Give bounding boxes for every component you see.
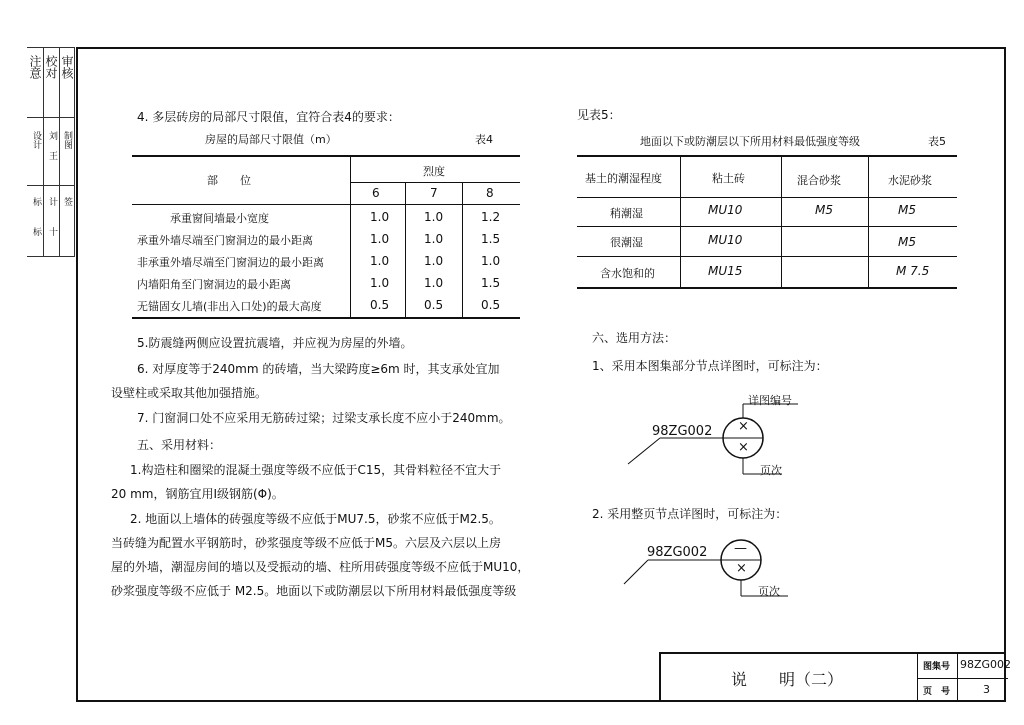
see-table-5: 见表5：	[577, 108, 621, 122]
material-2-line-4: 砂浆强度等级不应低于 M2.5。地面以下或防潮层以下所用材料最低强度等级	[111, 584, 517, 598]
title-block-title: 说 明（二）	[731, 670, 844, 689]
item-4: 4. 多层砖房的局部尺寸限值，宜符合表4的要求：	[137, 110, 400, 124]
table5-row-3-c2: MU15	[708, 264, 743, 278]
material-1-line-2: 20 mm，钢筋宜用Ⅰ级钢筋(Φ)。	[111, 487, 284, 501]
table4-row-4-v6: 1.0	[370, 276, 390, 290]
page-no-label: 页 号	[923, 687, 951, 697]
strip-cell-3: 审核	[60, 55, 74, 79]
dash-mark-2: —	[734, 541, 747, 556]
table4-row-4-v8: 1.5	[481, 276, 501, 290]
table5-header-2: 粘土砖	[712, 172, 745, 185]
table5-row-1-c3: M5	[815, 203, 833, 217]
table4-label: 表4	[475, 133, 493, 146]
table4-row-3-v8: 1.0	[481, 254, 501, 268]
material-2-line-1: 2. 地面以上墙体的砖强度等级不应低于MU7.5，砂浆不应低于M2.5。	[130, 512, 501, 526]
strip-cell-10: 计	[47, 197, 57, 206]
table5-row-1-c1: 稍潮湿	[610, 207, 643, 220]
cross-mark-1a: ×	[738, 419, 749, 434]
table4-row-1-v6: 1.0	[370, 210, 390, 224]
table4-row-3-part: 非承重外墙尽端至门窗洞边的最小距离	[137, 256, 324, 269]
table4-row-5-part: 无锚固女儿墙(非出入口处)的最大高度	[137, 300, 322, 313]
table4-row-2-v6: 1.0	[370, 232, 390, 246]
table5-header-3: 混合砂浆	[797, 174, 841, 187]
material-2-line-3: 屋的外墙，潮湿房间的墙以及受振动的墙、柱所用砖强度等级不应低于MU10，	[111, 560, 530, 574]
table4-row-2-part: 承重外墙尽端至门窗洞边的最小距离	[137, 234, 313, 247]
table4-row-5-v7: 0.5	[424, 298, 444, 312]
table4-row-1-v7: 1.0	[424, 210, 444, 224]
table4-row-3-v6: 1.0	[370, 254, 390, 268]
page-no-value: 3	[983, 683, 990, 696]
material-2-line-2: 当砖缝为配置水平钢筋时，砂浆强度等级不应低于M5。六层及六层以上房	[111, 536, 501, 550]
detail-number-label-1: 详图编号	[748, 394, 792, 407]
table5-row-2-c1: 很潮湿	[610, 236, 643, 249]
table4-intensity-8: 8	[486, 186, 494, 200]
title-block	[659, 652, 1012, 702]
table5-row-1-c4: M5	[898, 203, 916, 217]
atlas-code-2: 98ZG002	[647, 545, 708, 560]
atlas-code-1: 98ZG002	[652, 424, 713, 439]
table5-row-3-c4: M 7.5	[896, 264, 930, 278]
strip-cell-12: 签	[62, 197, 72, 206]
table4-intensity-6: 6	[372, 186, 380, 200]
table4-intensity-7: 7	[430, 186, 438, 200]
strip-cell-1: 注意	[28, 55, 42, 79]
table5-row-3-c1: 含水饱和的	[600, 267, 655, 280]
item-6-line-1: 6. 对厚度等于240mm 的砖墙，当大梁跨度≥6m 时，其支承处宜加	[137, 362, 500, 376]
table5-title: 地面以下或防潮层以下所用材料最低强度等级	[640, 135, 860, 148]
table4-row-2-v7: 1.0	[424, 232, 444, 246]
item-6-line-2: 设壁柱或采取其他加强措施。	[111, 386, 268, 400]
strip-cell-7: 制图	[62, 131, 72, 149]
approval-strip	[27, 47, 75, 257]
table4-row-5-v6: 0.5	[370, 298, 390, 312]
table5-header-4: 水泥砂浆	[888, 174, 932, 187]
table5-header-1: 基土的潮湿程度	[585, 172, 662, 185]
atlas-no-label: 图集号	[923, 662, 951, 672]
strip-cell-2: 校对	[44, 55, 58, 79]
page-label-1: 页次	[760, 464, 782, 477]
item-7: 7. 门窗洞口处不应采用无筋砖过梁；过梁支承长度不应小于240mm。	[137, 411, 511, 425]
table5-row-1-c2: MU10	[708, 203, 743, 217]
section-5-heading: 五、采用材料：	[137, 438, 222, 452]
strip-cell-11: 十	[47, 227, 57, 236]
item-5: 5.防震缝两侧应设置抗震墙，并应视为房屋的外墙。	[137, 336, 413, 350]
table4-row-5-v8: 0.5	[481, 298, 501, 312]
table4-header-intensity: 烈度	[423, 165, 445, 178]
table5-row-2-c2: MU10	[708, 233, 743, 247]
table4-header-part: 部 位	[207, 174, 251, 187]
section-6-heading: 六、选用方法：	[592, 331, 677, 345]
table4-row-1-v8: 1.2	[481, 210, 501, 224]
table4-row-4-part: 内墙阳角至门窗洞边的最小距离	[137, 278, 291, 291]
table4-row-4-v7: 1.0	[424, 276, 444, 290]
strip-cell-5: 刘	[47, 131, 57, 140]
strip-cell-9: 标	[31, 227, 41, 236]
table4-title: 房屋的局部尺寸限值（m）	[205, 133, 337, 146]
table4-row-1-part: 承重窗间墙最小宽度	[170, 212, 269, 225]
cross-mark-2: ×	[736, 561, 747, 576]
cross-mark-1b: ×	[738, 440, 749, 455]
selection-method-2: 2. 采用整页节点详图时，可标注为：	[592, 507, 788, 521]
strip-cell-8: 标	[31, 197, 41, 206]
table5-row-2-c4: M5	[898, 235, 916, 249]
page-label-2: 页次	[758, 585, 780, 598]
selection-method-1: 1、采用本图集部分节点详图时，可标注为：	[592, 359, 828, 373]
atlas-no-value: 98ZG002	[960, 658, 1012, 671]
strip-cell-4: 设计	[31, 131, 41, 149]
strip-cell-6: 王	[47, 151, 57, 160]
material-1-line-1: 1.构造柱和圈梁的混凝土强度等级不应低于C15，其骨料粒径不宜大于	[130, 463, 502, 477]
table5-label: 表5	[928, 135, 946, 148]
table4-row-3-v7: 1.0	[424, 254, 444, 268]
table4-row-2-v8: 1.5	[481, 232, 501, 246]
